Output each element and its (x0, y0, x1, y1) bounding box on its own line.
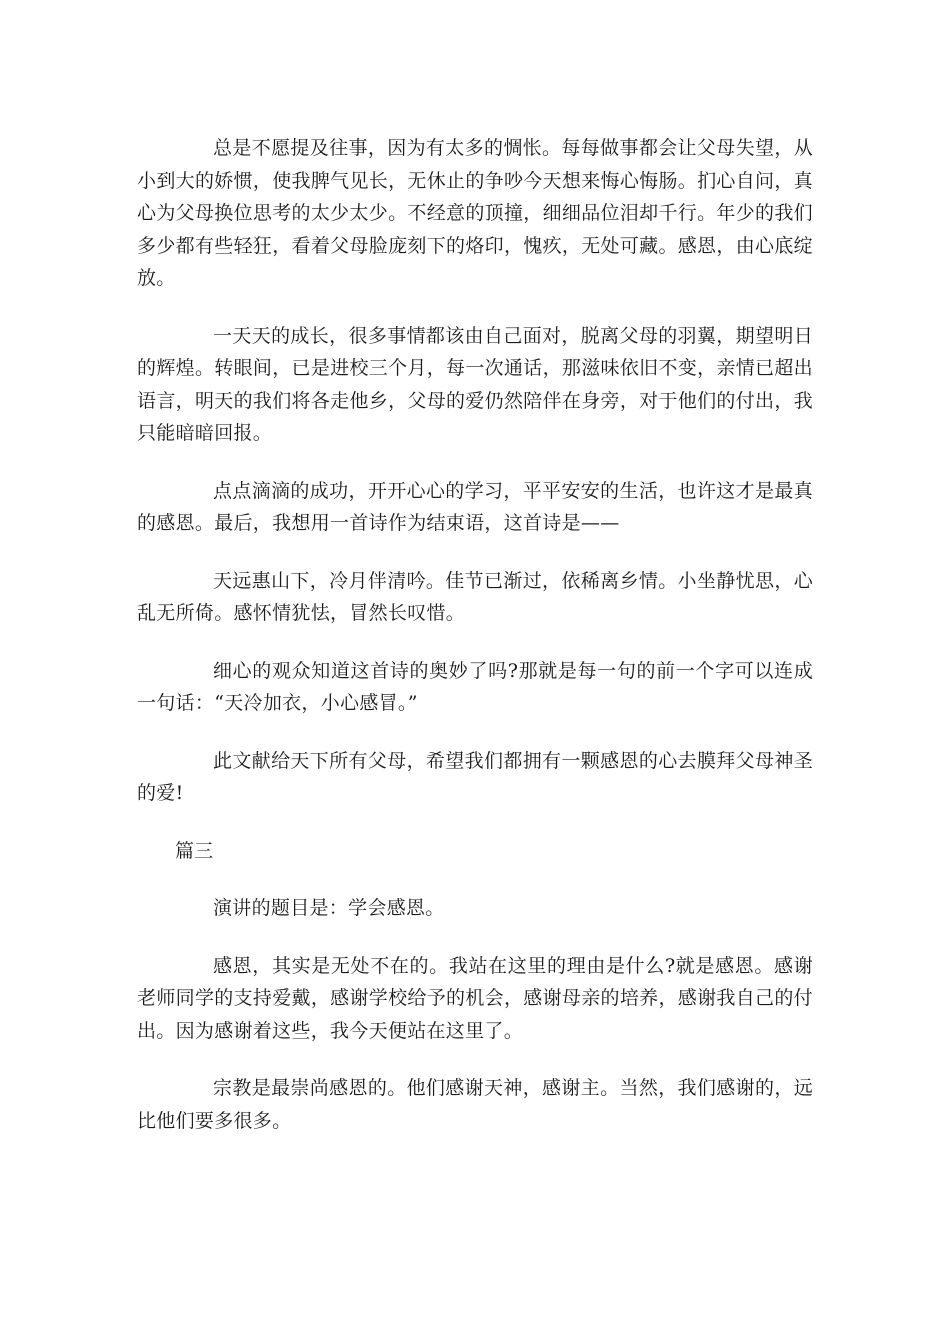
section-paragraph-3: 宗教是最崇尚感恩的。他们感谢天神，感谢主。当然，我们感谢的，远比他们要多很多。 (137, 1077, 813, 1132)
paragraph-6: 此文献给天下所有父母，希望我们都拥有一颗感恩的心去膜拜父母神圣的爱! (137, 749, 813, 804)
paragraph-1: 总是不愿提及往事，因为有太多的惆怅。每每做事都会让父母失望，从小到大的娇惯，使我脾气见长，无休止的争吵今天想来悔心悔肠。扪心自问，真心为父母换位思考的太少太少。不经意的顶撞，细细品位泪却千行。年少的我们多少都有些轻狂，看着父母脸庞刻下的烙印，愧疚，无处可藏。感恩，由心底绽放。 (137, 137, 813, 289)
document-body (137, 132, 813, 1162)
poem-paragraph: 天远惠山下，冷月伴清吟。佳节已渐过，依稀离乡情。小坐静忧思，心乱无所倚。感怀情犹怯，冒然长叹惜。 (137, 569, 813, 624)
paragraph-5: 细心的观众知道这首诗的奥妙了吗?那就是每一句的前一个字可以连成一句话：“天冷加衣，小心感冒。” (137, 659, 813, 714)
paragraph-3: 点点滴滴的成功，开开心心的学习，平平安安的生活，也许这才是最真的感恩。最后，我想用一首诗作为结束语，这首诗是—— (137, 479, 813, 534)
section-paragraph-2: 感恩，其实是无处不在的。我站在这里的理由是什么?就是感恩。感谢老师同学的支持爱戴，感谢学校给予的机会，感谢母亲的培养，感谢我自己的付出。因为感谢着这些，我今天便站在这里了。 (137, 954, 813, 1042)
section-paragraph-1: 演讲的题目是：学会感恩。 (213, 897, 445, 919)
paragraph-2: 一天天的成长，很多事情都该由自己面对，脱离父母的羽翼，期望明日的辉煌。转眼间，已是进校三个月，每一次通话，那滋味依旧不变，亲情已超出语言，明天的我们将各走他乡，父母的爱仍然陪伴在身旁，对于他们的付出，我只能暗暗回报。 (137, 324, 813, 444)
section-heading: 篇三 (175, 839, 214, 862)
